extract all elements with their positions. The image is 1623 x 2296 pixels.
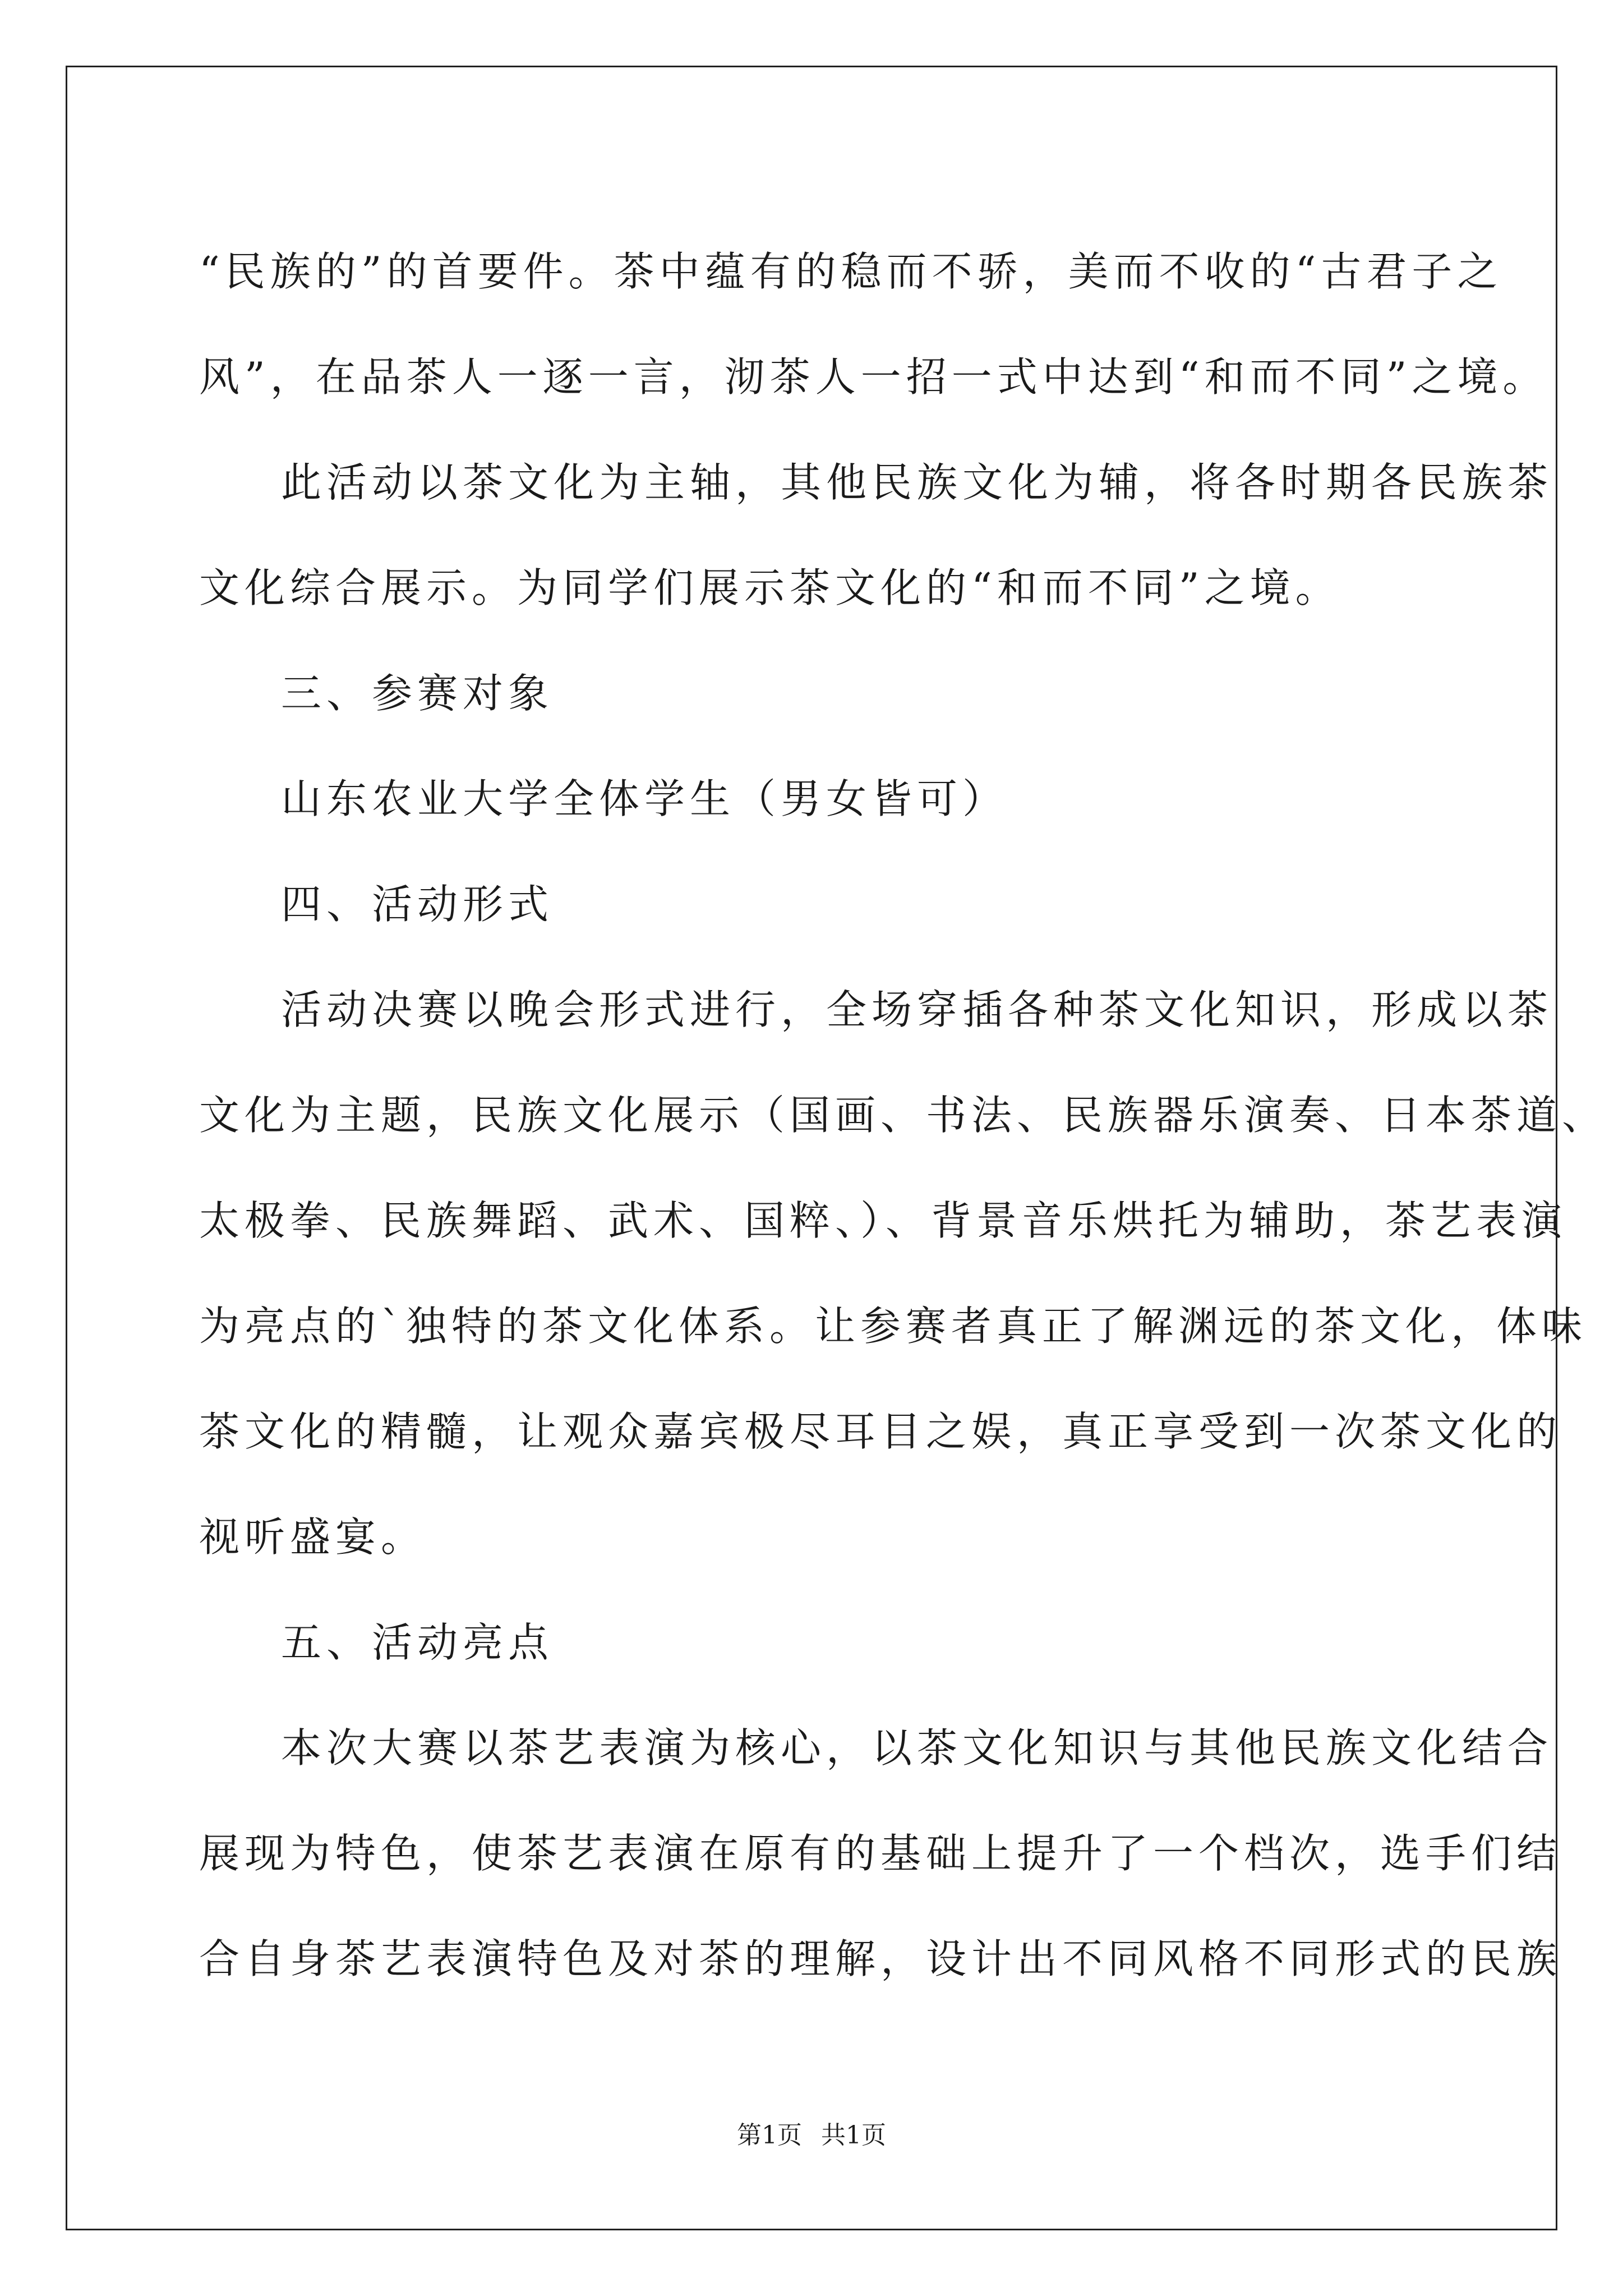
section-heading-format: 四、活动形式 (281, 881, 554, 928)
text-line-10: 太极拳、民族舞蹈、武术、国粹、）、背景音乐烘托为辅助，茶艺表演 (199, 1197, 1567, 1244)
text-line-2: 风”，在品茶人一逐一言，沏茶人一招一式中达到“和而不同”之境。 (199, 353, 1548, 401)
document-body (199, 219, 1608, 2012)
text-line-3: 此活动以茶文化为主轴，其他民族文化为辅，将各时期各民族茶 (281, 459, 1553, 506)
page-number: 第1页 (737, 2121, 802, 2150)
text-line-8: 活动决赛以晚会形式进行，全场穿插各种茶文化知识，形成以茶 (281, 986, 1553, 1033)
text-line-17: 合自身茶艺表演特色及对茶的理解，设计出不同风格不同形式的民族 (199, 1935, 1562, 1982)
text-line-13: 视听盛宴。 (199, 1513, 427, 1561)
page-footer (0, 2115, 1623, 2151)
section-heading-highlights: 五、活动亮点 (281, 1619, 554, 1666)
text-line-11: 为亮点的`独特的茶文化体系。让参赛者真正了解渊远的茶文化，体味 (199, 1303, 1588, 1350)
text-line-15: 本次大赛以茶艺表演为核心，以茶文化知识与其他民族文化结合 (281, 1724, 1553, 1772)
text-line-9: 文化为主题，民族文化展示（国画、书法、民族器乐演奏、日本茶道、 (199, 1092, 1608, 1139)
text-line-12: 茶文化的精髓，让观众嘉宾极尽耳目之娱，真正享受到一次茶文化的 (199, 1408, 1562, 1455)
text-line-4: 文化综合展示。为同学们展示茶文化的“和而不同”之境。 (199, 564, 1341, 611)
section-heading-participants: 三、参赛对象 (281, 670, 554, 717)
text-line-6: 山东农业大学全体学生（男女皆可） (281, 775, 1008, 822)
text-line-16: 展现为特色，使茶艺表演在原有的基础上提升了一个档次，选手们结 (199, 1830, 1562, 1877)
text-line-1: “民族的”的首要件。茶中蕴有的稳而不骄，美而不收的“古君子之 (199, 248, 1503, 295)
page-total: 共1页 (821, 2121, 886, 2150)
